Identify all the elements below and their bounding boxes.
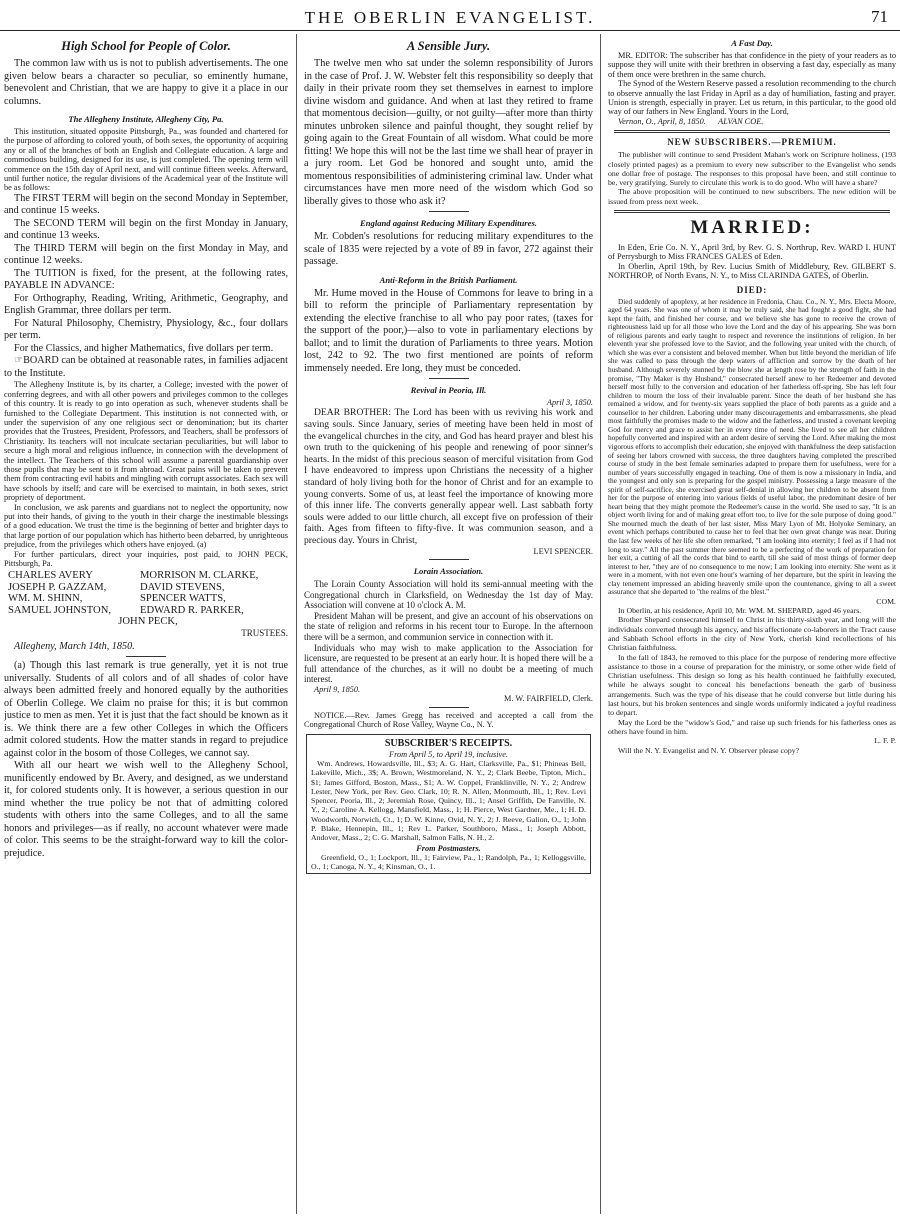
revival-letter: DEAR BROTHER: The Lord has been with us reviving his work and saving souls. Since January, series of meeting have been held in most of the evangelical churches in the city, and God has heard prayer and blest his own truth to the quickening of his people and renewing of poor sinner's hearts. In the midst of this precious season of merciful visitation from God I have endeavored to impress upon Christians the necessity of a higher standard of holy living both for the honor of Christ and for an example to young converts. Some of us, at least feel the importance of knowing more of this inner life. The converts generally appear well. Last sabbath forty souls were added to our little church, all except five on profession of their faith. Ages from fifteen to fifty-five. It was communion season, and a precious day. Yours in Christ, [304, 407, 593, 546]
article-intro: The common law with us is not to publish advertisements. The one given below bears a character so peculiar, so eminently humane, benevolent and Christian, that we are happy to give it a place in our columns. [4, 58, 288, 107]
subscribers-heading: NEW SUBSCRIBERS.—PREMIUM. [667, 137, 837, 148]
obituary-shepard: Brother Shepard consecrated himself to Christ in his thirty-sixth year, and long will the individuals converted through his agency, and his affectionate co-laborers in the Tract cause and Sabbath School efforts in the city of New York, cherish kind recollections of his Christian faithfulness. [608, 615, 896, 653]
tuition-item: The TUITION is fixed, for the present, at the following rates, PAYABLE IN ADVANCE: [4, 267, 288, 292]
obituary-signature: COM. [876, 596, 896, 606]
newspaper-title: THE OBERLIN EVANGELIST. [304, 8, 596, 27]
fast-day-letter: The Synod of the Western Reserve passed a resolution recommending to the church to observe annually the last Friday in April as a day of humiliation, fasting and prayer. Union is strength, especially in prayer. Let us return, in this particular, to the good old way of our fathers in New England. Yours in the Lord, [608, 79, 896, 117]
lorain-paragraph: Individuals who may wish to make application to the Association for licensure, are requested to be present at an early hour. It is hoped there will be a full attendance of the churches, as it will no doubt be a meeting of much interest. [304, 642, 593, 685]
article-heading-reform: Anti-Reform in the British Parliament. [379, 274, 518, 285]
trustee-name: EDWARD R. PARKER, [140, 604, 244, 616]
article-heading-jury: A Sensible Jury. [406, 39, 491, 53]
article-heading-fast-day: A Fast Day. [731, 38, 773, 48]
trustee-name: JOHN PECK, [118, 616, 178, 628]
divider [126, 656, 166, 657]
divider [429, 378, 469, 379]
trustee-name: MORRISON M. CLARKE, [140, 570, 259, 582]
marriage-notice: In Eden, Erie Co. N. Y., April 3rd, by Rev. G. S. Northrup, Rev. WARD I. HUNT of Perrysburgh to Miss FRANCES GALES of Eden. [608, 243, 896, 262]
article-heading-revival: Revival in Peoria, Ill. [410, 385, 487, 395]
lorain-paragraph: The Lorain County Association will hold its semi-annual meeting with the Congregational church in Clarksfield, on Wednesday the 1st day of May. Association will convene at 10 o'clock A. M. [304, 578, 593, 611]
institute-charter: The Allegheny Institute is, by its charter, a College; invested with the power of conferring degrees, and with all other powers and privileges common to the colleges of this country. It is ready to go into operation as such, whenever students shall be furnished to the Collegiate Department. This institution is not connected with, or under the supervision of any one religious sect or denomination; but its charter provides that the Trustees, President, Professors, and Teachers, shall be professors of Christianity. Its teachers will not inculcate sectarian peculiarities, but will labor to secure a high moral and religious influence, in connection with the development of the intellect. The Teachers of this school will assume a parental guardianship over those pupils that may be sent to it from abroad. Great pains will be taken to prevent them from contracting evil habits and mingling with corrupt associates. Each sex will have schools by itself; and care will be exercised to maintain, in both sexes, strict propriety of deportment. [4, 380, 288, 503]
lorain-date: April 9, 1850. [314, 684, 361, 694]
postmasters-heading: From Postmasters. [416, 843, 481, 853]
reform-article: Mr. Hume moved in the House of Commons for leave to bring in a bill to reform the principle of Parliamentary representation by extending the elective franchise to all who pay poor rates, (taxes for the support of the poor,)—also to vote in parliamentary elections by ballot; and to limit the duration of Parliaments to three years. Motion lost, 242 to 92. The two first mentioned are points of reform immensely needed. Ere long, they must be conceded. [304, 287, 593, 374]
receipts-list: Wm. Andrews, Howardsville, Ill., $3; A. G. Hart, Clarksville, Pa., $1; Phineas Bell, Lakeville, Mich., 3$; A. Brown, Westmoreland, N. Y., 2; Clark Beebe, Tipton, Mich., $1; James Gifford, Boston, Mass., $1; A. W. Coppel, Franklinville, N. Y., 2; Andrew Lester, New York, per Rev. Geo. Clark, 10; R. N. Allen, Monmouth, Ill., 1; Rev. Levi Spencer, Peoria, Ill., 2; Jeremiah Rose, Quincy, Ill., 1; Ansel Griffith, De Fanville, N. Y., 2; Caroline A. Kellogg, Mansfield, Mass., 1; H. Pierce, West Gardner, Me., 1; H. D. Woodworth, Norwich, Ct., 1; D. W. Kinne, Ovid, N. Y., 2; J. Reeve, Galion, O., 1; John P. Blake, Hennepin, Ill., 1; Rev L. Parker, Southboro, Mass., 1; Joseph Abbott, Andover, Mass., 2; C. G. Marshall, Salmon Falls, N. H., 2. [311, 758, 586, 843]
masthead [0, 4, 900, 31]
column-middle [304, 36, 593, 1214]
obituary-shepard: May the Lord be the "widow's God," and raise up such friends for his fatherless ones as others have found in him. [608, 717, 896, 736]
board-notice: ☞BOARD can be obtained at reasonable rates, in families adjacent to the Institute. [4, 355, 288, 379]
military-article: Mr. Cobden's resolutions for reducing military expenditures to the scale of 1835 were rejected by a vote of 89 in favor, 272 against their passage. [304, 231, 593, 267]
article-heading-lorain: Lorain Association. [413, 565, 484, 576]
term-item: The THIRD TERM will begin on the first Monday in May, and continue 12 weeks. [4, 242, 288, 267]
jury-article: The twelve men who sat under the solemn responsibility of Jurors in the case of Prof. J. W. Webster felt this responsibility so deeply that daily in their private room they set themselves in earnest to implore divine wisdom and guidance. And when at last they retired to frame that momentous decision—guilty, or not guilty—after more than thirty minutes unbroken silence and painful thought, they sought relief by going again to the Great Fountain of all wisdom. What could be more fitting! We hope this will not be the last time we shall hear of prayer in a jury room. Let God be honored and sought unto, amid the momentous responsibilities of administering criminal law. Under what circumstances have men more need of the wisdom which God so liberally gives to those who ask it? [304, 58, 593, 207]
dateline: Allegheny, March 14th, 1850. [14, 640, 135, 652]
term-item: The FIRST TERM will begin on the second Monday in September, and continue 15 weeks. [4, 192, 288, 217]
divider [429, 707, 469, 708]
married-heading: MARRIED: [690, 217, 814, 239]
trustee-name: WM. M. SHINN, [8, 593, 83, 605]
trustee-name: SAMUEL JOHNSTON, [8, 604, 112, 616]
trustees-label: TRUSTEES. [241, 627, 288, 638]
fast-day-signature: Vernon, O., April, 8, 1850. ALVAN COE. [618, 116, 764, 126]
editor-note: (a) Though this last remark is true generally, yet it is not true universally. Students of all colors and of all shades of color have always been admitted freely and honored equally by the authorities of Oberlin College. We claim no praise for this; it is but common justice to men as men. Yet it is just that the fact should be known as it is. We think there are a few other Colleges in which the Officers admit colored students. How the matter stands in regard to prejudice against color in the bosom of those Colleges, we cannot say. [4, 660, 288, 759]
column-rule [296, 34, 297, 1214]
receipts-heading: SUBSCRIBER'S RECEIPTS. [384, 737, 513, 749]
obituary-signature: L. F. P. [874, 736, 896, 746]
column-left [4, 36, 288, 1214]
trustee-name: CHARLES AVERY [8, 570, 93, 582]
revival-date: April 3, 1850. [546, 398, 593, 407]
obituary-shepard: In the fall of 1843, he removed to this place for the purpose of rendering more effective assistance to those in a course of preparation for the ministry, or some other wide field of Christian usefulness. This design so long as his health continued he faithfully executed, while he always sought to conceal his benefactions beneath the garb of business arrangements. Such was the type of his disease that he could converse but little during his last hours, but his broken sentences and single words uniformly indicated a joyful readiness to depart. [608, 652, 896, 718]
tuition-item: For the Classics, and higher Mathematics, five dollars per term. [14, 342, 274, 354]
article-subhead: The Allegheny Institute, Allegheny City, Pa. [68, 114, 224, 124]
trustee-list [8, 570, 288, 638]
lorain-signature: M. W. FAIRFIELD, Clerk. [503, 694, 593, 704]
copy-request: Will the N. Y. Evangelist and N. Y. Observer please copy? [618, 745, 800, 755]
lorain-paragraph: President Mahan will be present, and give an account of his observations on the state of religion and reforms in his recent tour to Europe. In the afternoon there will be a sermon, and communion service in connection with it. [304, 610, 593, 642]
revival-signature: LEVI SPENCER. [533, 546, 593, 556]
subscribers-notice: The publisher will continue to send President Mahan's work on Scripture holiness, (193 closely printed pages) as a premium to every new subscriber to the Evangelist who sends one dollar free of postage. The responses to this proposal have been, and still continue to be, very gratifying. Surely to circulate this work is to do good. Who will have a share? [608, 150, 896, 188]
page-number: 71 [871, 7, 888, 26]
postmasters-list: Greenfield, O., 1; Lockport, Ill., 1; Fairview, Pa., 1; Randolph, Pa., 1; Kelloggsville, O., 1; Canoga, N. Y., 4; Kinsman, O., 1. [311, 852, 586, 872]
column-right [608, 36, 896, 1214]
column-rule [600, 34, 601, 1214]
term-item: The SECOND TERM will begin on the first Monday in January, and continue 13 weeks. [4, 217, 288, 242]
receipts-dates: From April 5, to April 19, inclusive. [389, 749, 508, 759]
obituary-shepard: In Oberlin, at his residence, April 10, Mr. WM. M. SHEPARD, aged 46 years. [618, 606, 862, 616]
trustee-name: JOSEPH P. GAZZAM, [8, 581, 107, 593]
article-heading-high-school: High School for People of Color. [61, 39, 231, 53]
article-heading-military: England against Reducing Military Expenditures. [360, 218, 537, 228]
institute-description: This institution, situated opposite Pittsburgh, Pa., was founded and chartered for the purpose of affording to colored youth, of both sexes, the opportunity of acquiring any or all of the branches of both an English and Collegiate education. A large and commodious building, designed for its use, is just completed. The opening term will commence on the 15th day of April next, and will continue fifteen weeks. Afterward, until further notice, the regular divisions of the Academical year of the Institute will be as follows: [4, 127, 288, 193]
institute-conclusion: In conclusion, we ask parents and guardians not to neglect the opportunity, now put into their hands, of giving to the youth in their charge the inestimable blessings of a good education. We trust the time is the beginning of better and brighter days to that large portion of our population which has hitherto been debarred, by unrighteous prejudice, from the privileges which others have enjoyed. (a) [4, 502, 288, 550]
subscribers-notice: The above proposition will be continued to new subscribers. The new edition will be issued from press next week. [608, 187, 896, 206]
double-rule [614, 130, 890, 133]
fast-day-letter: MR. EDITOR: The subscriber has that confidence in the piety of your readers as to suppose they will unite with their brethren in observing a fast day, especially as many of them once were brethren in the same church. [608, 51, 896, 79]
died-heading: DIED: [736, 284, 768, 295]
receipts-box [306, 734, 591, 874]
trustee-name: DAVID STEVENS, [140, 581, 225, 593]
institute-contact: For further particulars, direct your inquiries, post paid, to JOHN PECK, Pittsburgh, Pa. [4, 549, 288, 569]
divider [429, 211, 469, 212]
double-rule [614, 210, 890, 213]
divider [429, 559, 469, 560]
editor-note-continued: With all our heart we wish well to the Allegheny School, munificently endowed by Br. Avery, and designed, as we understand it, for colored students only. It is however, a serious question in our mind whether the true policy be not that of admitting colored students with others into the same Colleges, and to all the same honors and privileges—as if really, no account whatever were made of color. This seems to be the straight-forward way to kill the color-prejudice. [4, 760, 288, 859]
tuition-item: For Orthography, Reading, Writing, Arithmetic, Geography, and English Grammar, three dollars per term. [4, 292, 288, 317]
trustee-name: SPENCER WATTS, [140, 593, 226, 605]
marriage-notice: In Oberlin, April 19th, by Rev. Lucius Smith of Middlebury, Rev. GILBERT S. NORTHROP, of North Evans, N. Y., to Miss CLARINDA GATES, of Oberlin. [608, 261, 896, 281]
tuition-item: For Natural Philosophy, Chemistry, Physiology, &c., four dollars per term. [4, 317, 288, 342]
obituary-moore: Died suddenly of apoplexy, at her residence in Fredonia, Chau. Co., N. Y., Mrs. Electa Moore, aged 64 years. She was one of whom it may be truly said, she had fought a good fight, she had kept the faith, and finished her course, and we believe she has gone to receive the crown of righteousness laid up for all those who love the Lord and the day of his appearing. She was born of religious parents and early taught to respect and reverence the institutions of religion. In her eleventh year she professed love to the Savior, and the following year united with the church, of which she was ever a consistent and beloved member. When but little beyond the meridian of life she was called to pass through the deep waters of affliction and sorrow by the death of her husband. Although severely stunned by the blow she at length rose by the strength of faith in the promise, "Thy Maker is thy Husband," consecrated herself anew to her Redeemer and devoted herself most fully to the conversion and education of her fatherless off-spring. She has left four children to mourn the loss of their invaluable parent. Since the death of her husband she has remained a widow, and for twenty-six years supplied the place of both parents as a guide and a counsellor to her children. Laboring under many discouragements and embarrassments, she plead most faithfully the promises made to the widow and the fatherless, and trusted a covenant keeping God for mercy and grace to assist her in every time of need. She lived to see all her children hopefully converted and inspired with an ardent desire of serving the Lord. After making the most vigorous efforts to accomplish their education, she enjoyed with thankfulness the deep satisfaction of seeing her labors crowned with success, the three daughters having completed the prescribed course of study in the best female seminaries adapted to prepare them for usefulness, were for a number of years successfully engaged in teaching. One of them is now a missionary in India, and the youngest and only son is preparing for the gospel ministry. Possessing a large measure of the spirit of self-sacrifice, she exercised great self-denial in allowing her children to be absent from her for the purpose of entering into various fields of useful labor, the predominant desire of her heart being that they might promote the Redeemer's cause in the world. She used to say, "It is an object worth living for and of making great effort too, to live for the sole purpose of doing good." She mourned much the death of her last sister, Miss Mary Lyon of Mt. Holyoke Seminary, an event which perhaps contributed to cause her to feel that her own great change was near. During the last few weeks of her life she often remarked, "I am looking into eternity; I feel as if I had not long to stay." All the past summer there seemed to be a perfecting of the work of preparation for her exit, a cutting of all the cords that bind to earth, till she said of most things of former deep interest to her, "they are of no consequence to me now; I am looking into eternity. She went as it were in a moment, with not even one hour's warning of her departure, but the spirit in leaving the clay tenement impressed an abiding heavenly smile upon the countenance, giving to all a sweet assurance that she departed to "the realms of the blest." [608, 296, 896, 597]
gregg-notice: NOTICE.—Rev. James Gregg has received and accepted a call from the Congregational Church of Rose Valley, Wayne Co., N. Y. [304, 710, 593, 730]
